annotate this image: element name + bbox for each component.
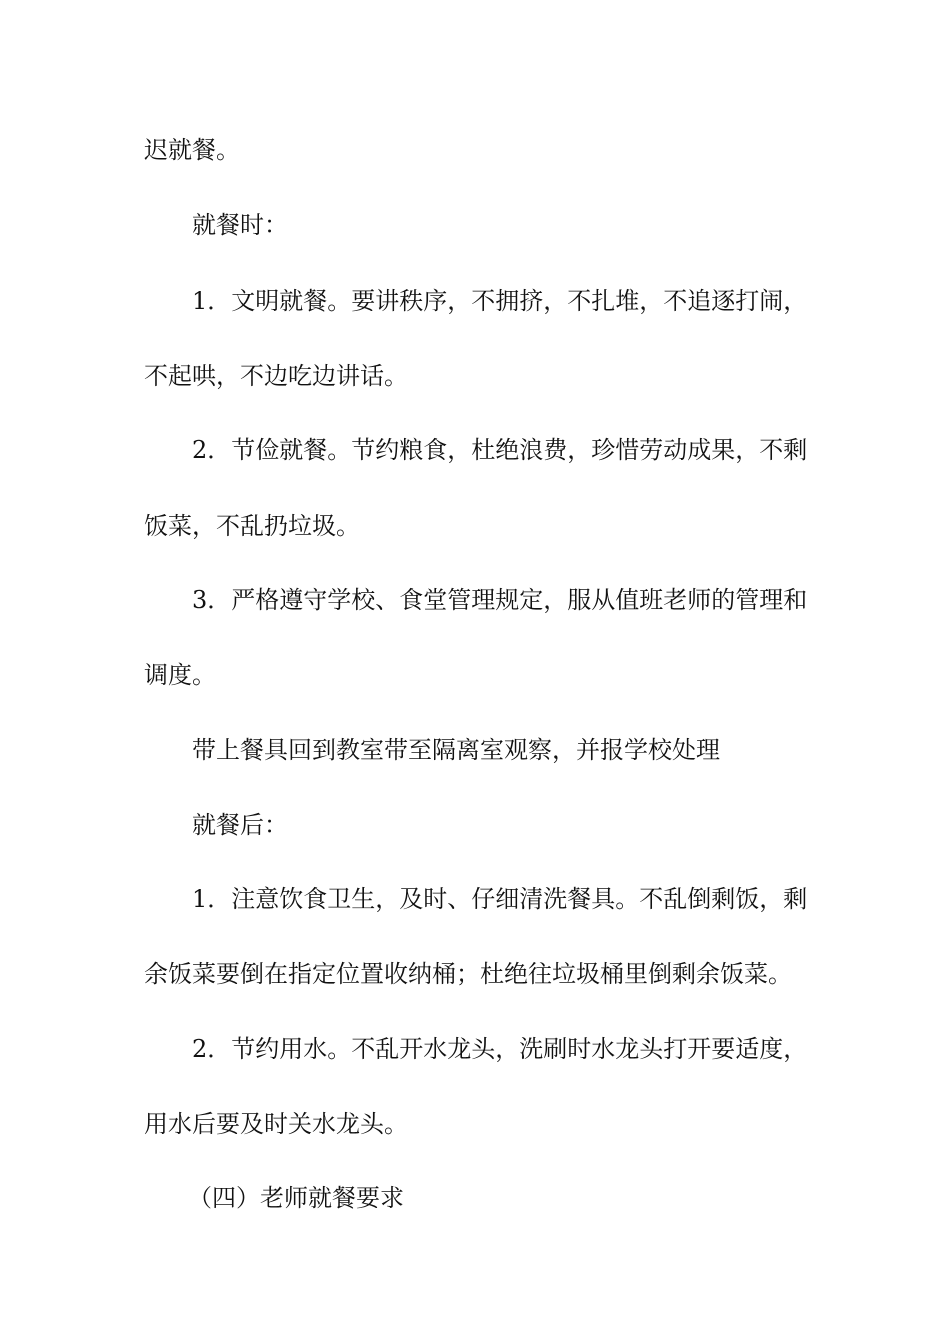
list-item-continuation: 调度。 [144,661,216,689]
list-item-continuation: 用水后要及时关水龙头。 [144,1110,408,1138]
section-heading-during-meal: 就餐时： [192,211,288,239]
paragraph-line: 迟就餐。 [144,136,240,164]
list-item-continuation: 余饭菜要倒在指定位置收纳桶；杜绝往垃圾桶里倒剩余饭菜。 [144,960,792,988]
list-item-line: 2．节约用水。不乱开水龙头，洗刷时水龙头打开要适度， [192,1035,808,1063]
list-item-line: 2．节俭就餐。节约粮食，杜绝浪费，珍惜劳动成果，不剩 [192,436,808,464]
list-item-line: 1．注意饮食卫生，及时、仔细清洗餐具。不乱倒剩饭，剩 [192,885,808,913]
list-item-line: 3．严格遵守学校、食堂管理规定，服从值班老师的管理和 [192,586,808,614]
paragraph-line: 带上餐具回到教室带至隔离室观察，并报学校处理 [192,736,720,764]
section-heading-after-meal: 就餐后： [192,811,288,839]
section-heading-teacher-meal: （四）老师就餐要求 [188,1184,404,1212]
list-item-continuation: 饭菜，不乱扔垃圾。 [144,512,360,540]
list-item-continuation: 不起哄，不边吃边讲话。 [144,362,408,390]
list-item-line: 1．文明就餐。要讲秩序，不拥挤，不扎堆，不追逐打闹， [192,287,808,315]
